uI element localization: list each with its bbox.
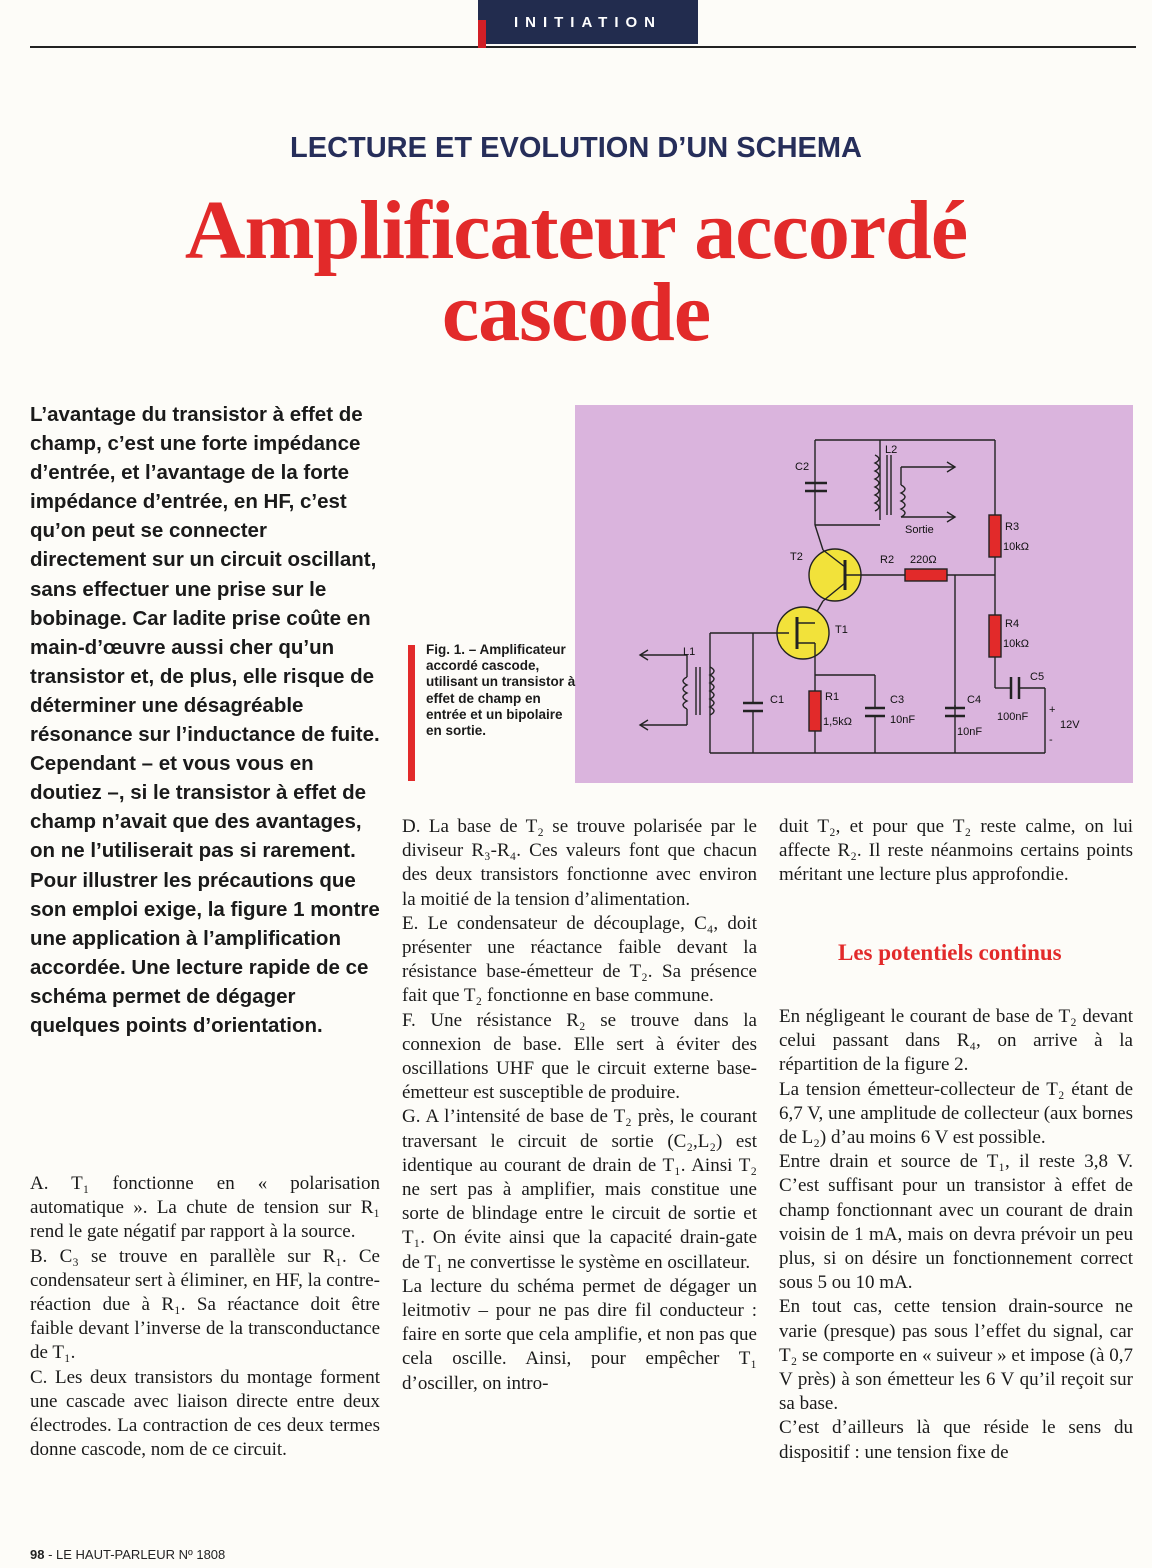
- label-supply: 12V: [1060, 719, 1080, 731]
- label-r3: R3: [1005, 521, 1020, 533]
- t2-collector-wire: [815, 525, 823, 550]
- paragraph: C’est d’ailleurs là que réside le sens du dispositif : une tension fixe de: [779, 1417, 1133, 1463]
- l1-primary: [683, 677, 687, 709]
- paragraph: E. Le condensateur de découplage, C₄, doit présenter une réactance faible devant la résistance base-émetteur de T₂. Sa présence fait que T₂ fonctionne en base commune.: [402, 912, 757, 1007]
- column-1: [30, 1172, 380, 1462]
- label-c4: C4: [967, 694, 982, 706]
- label-plus: +: [1049, 704, 1056, 716]
- paragraph: D. La base de T₂ se trouve polarisée par le diviseur R₃-R₄. Ces valeurs font que chacun des deux transistors fonctionne avec environ la moitié de la tension d’alimentation.: [402, 816, 757, 910]
- label-r4: R4: [1005, 618, 1020, 630]
- r2-resistor: [905, 569, 947, 581]
- label-c5: C5: [1030, 671, 1045, 683]
- label-c5-value: 100nF: [997, 711, 1029, 723]
- paragraph: C. Les deux transistors du montage forment une cascade avec liaison directe entre deux électrodes. La contraction de ces deux termes donne cascode, nom de ce circuit.: [30, 1366, 380, 1461]
- paragraph: La tension émetteur-collecteur de T₂ étant de 6,7 V, une amplitude de collecteur (aux bornes de L₂) d’au moins 6 V est possible.: [779, 1078, 1133, 1149]
- l1-coil: [710, 667, 714, 715]
- section-tab: INITIATION: [478, 0, 698, 44]
- caption-bar: [408, 645, 415, 781]
- label-t1: T1: [835, 624, 848, 636]
- subheading: Les potentiels continus: [838, 940, 1062, 965]
- paragraph: G. A l’intensité de base de T₂ près, le courant traversant le circuit de sortie (C₂,L₂) est identique au courant de drain de T₁. Ainsi T₂ ne sert pas à amplifier, mais constitue une sorte de blindage entre le circuit de sortie et T₁. On évite ainsi que la capacité drain-gate de T₁ ne convertisse le système en oscillateur.: [402, 1106, 757, 1273]
- label-r3-value: 10kΩ: [1003, 541, 1029, 553]
- page-number: 98: [30, 1547, 45, 1562]
- label-l1: L1: [683, 646, 696, 658]
- label-r1-value: 1,5kΩ: [823, 716, 853, 728]
- r1-resistor: [809, 691, 821, 731]
- label-minus: -: [1049, 734, 1053, 746]
- paragraph: A. T₁ fonctionne en « polarisation automatique ». La chute de tension sur R₁ rend le gate négatif par rapport à la source.: [30, 1173, 380, 1243]
- label-r2: R2: [880, 554, 895, 566]
- l2-coil: [875, 455, 879, 511]
- label-t2: T2: [790, 551, 803, 563]
- paragraph: F. Une résistance R₂ se trouve dans la connexion de base. Elle sert à éviter des oscillations UHF que le circuit externe base-émetteur est susceptible de produire.: [402, 1009, 757, 1104]
- paragraph: En tout cas, cette tension drain-source ne varie (presque) pas sous l’effet du signal, car T₂ se comporte en « suiveur » et impose (à 0,7 V près) à son émetteur les 6 V qu’il reçoit sur sa base.: [779, 1296, 1133, 1415]
- intro: [30, 400, 382, 1040]
- circuit-diagram: [575, 405, 1133, 783]
- page-title: [0, 184, 1152, 359]
- title-line-1: Amplificateur accordé: [184, 184, 968, 277]
- top-rule: [30, 46, 1136, 48]
- label-r1: R1: [825, 691, 840, 703]
- paragraph: B. C₃ se trouve en parallèle sur R₁. Ce condensateur sert à éliminer, en HF, la contre-réaction due à R₁. Sa réactance doit être faible devant l’inverse de la transconductance de T₁.: [30, 1245, 380, 1364]
- column-2: [402, 815, 757, 1396]
- column-3: [779, 1005, 1133, 1465]
- r4-resistor: [989, 615, 1001, 657]
- figure-panel: [575, 405, 1133, 783]
- page-footer: [30, 1547, 225, 1562]
- paragraph: En négligeant le courant de base de T₂ devant celui passant dans R₄, on arrive à la répartition de la figure 2.: [779, 1006, 1133, 1076]
- kicker: LECTURE ET EVOLUTION D’UN SCHEMA: [290, 132, 862, 164]
- r3-resistor: [989, 515, 1001, 557]
- label-c4-value: 10nF: [957, 726, 983, 738]
- paragraph: La lecture du schéma permet de dégager un leitmotiv – pour ne pas dire fil conducteur : faire en sorte que cela amplifie, et non pas que cela oscille. Ainsi, pour empêcher T₁ d’osciller, on intro-: [402, 1275, 757, 1394]
- label-r4-value: 10kΩ: [1003, 638, 1029, 650]
- label-sortie: Sortie: [905, 524, 934, 536]
- label-c3: C3: [890, 694, 905, 706]
- title-line-2: cascode: [441, 266, 711, 359]
- section-tab-accent: [478, 20, 486, 48]
- label-c2: C2: [795, 461, 810, 473]
- magazine-name: - LE HAUT-PARLEUR Nº 1808: [48, 1547, 226, 1562]
- paragraph: Entre drain et source de T₁, il reste 3,8 V. C’est suffisant pour un transistor à effet de champ fonctionnant avec un courant de drain voisin de 1 mA, mais on devra prévoir un peu plus, si on désire un fonctionnement correct sous 5 ou 10 mA.: [779, 1151, 1133, 1294]
- label-c1: C1: [770, 694, 785, 706]
- intro-paragraph: Cependant – et vous vous en doutiez –, si le transistor à effet de champ n’avait que des avantages, on ne l’utiliserait pas si rarement. Pour illustrer les précautions que son emploi exige, la figure 1 montre une application à l’amplification accordée. Une lecture rapide de ce schéma permet de dégager quelques points d’orientation.: [30, 752, 380, 1037]
- label-c3-value: 10nF: [890, 714, 916, 726]
- paragraph: duit T₂, et pour que T₂ reste calme, on lui affecte R₂. Il reste néanmoins certains points méritant une lecture plus approfondie.: [779, 816, 1133, 886]
- intro-paragraph: L’avantage du transistor à effet de champ, c’est une forte impédance d’entrée, et l’avantage de la forte impédance d’entrée, en HF, c’est qu’on peut se connecter directement sur un circuit oscillant, sans effectuer une prise sur le bobinage. Car ladite prise coûte en main-d’œuvre aussi cher qu’un transistor et, de plus, elle risque de déterminer une désagréable résonance sur l’inductance de fuite.: [30, 403, 380, 747]
- column-3-top: [779, 815, 1133, 888]
- l2-secondary: [901, 485, 905, 517]
- figure-caption: Fig. 1. – Amplificateur accordé cascode, utilisant un transistor à effet de champ en entrée et un bipolaire en sortie.: [426, 642, 576, 739]
- label-l2: L2: [885, 444, 898, 456]
- label-r2-value: 220Ω: [910, 554, 937, 566]
